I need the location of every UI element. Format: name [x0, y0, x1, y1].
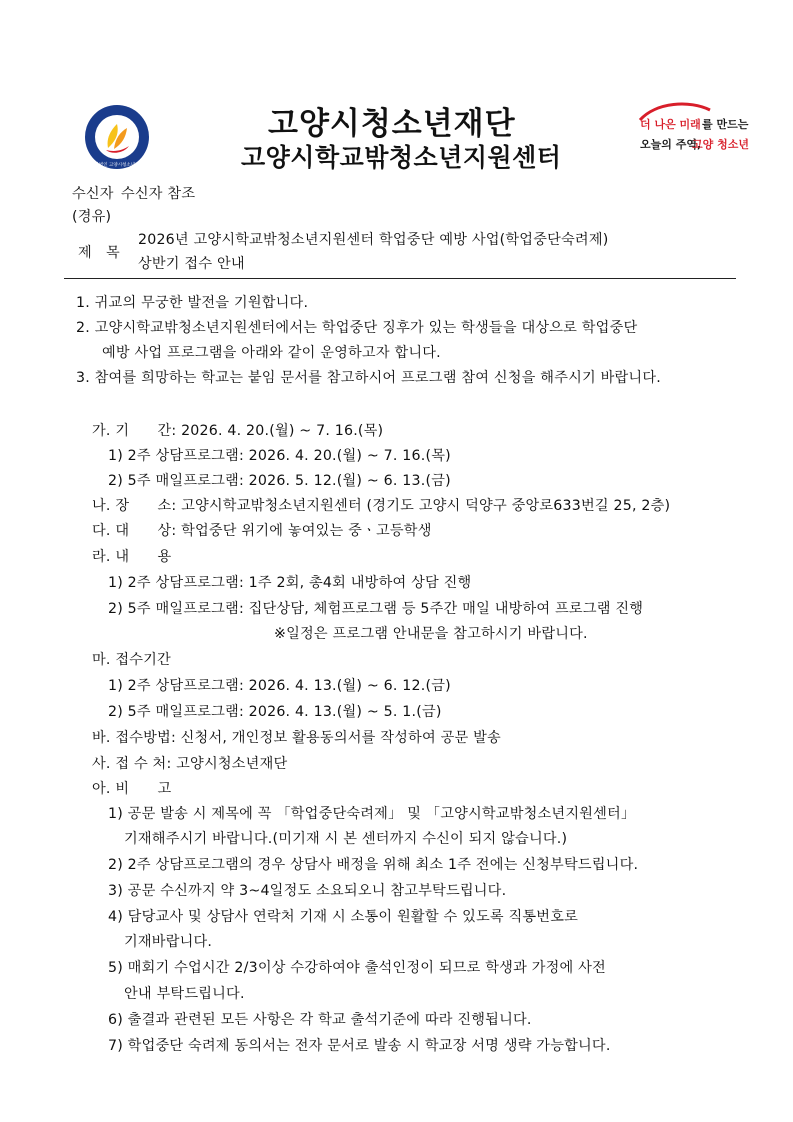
detail-content: 라. 내 용 — [92, 549, 172, 565]
detail-sub: 1) 2주 상담프로그램: 2026. 4. 20.(월) ~ 7. 16.(목) — [108, 448, 451, 464]
detail-remarks: 아. 비 고 — [92, 781, 172, 797]
detail-method: 바. 접수방법: 신청서, 개인정보 활용동의서를 작성하여 공문 발송 — [92, 730, 501, 746]
body-line: 2. 고양시학교밖청소년지원센터에서는 학업중단 징후가 있는 학생들을 대상으로 학업중단 — [76, 320, 638, 336]
svg-text:재단법인 고양시청소년재단: 재단법인 고양시청소년재단 — [90, 163, 144, 168]
organization-title: 고양시청소년재단 — [268, 106, 516, 142]
subject-line-1: 2026년 고양시학교밖청소년지원센터 학업중단 예방 사업(학업중단숙려제) — [138, 232, 609, 248]
center-title: 고양시학교밖청소년지원센터 — [241, 143, 562, 172]
foundation-logo — [84, 104, 150, 170]
body-line: 1. 귀교의 무궁한 발전을 기원합니다. — [76, 295, 309, 311]
remark-item: 7) 학업중단 숙려제 동의서는 전자 문서로 발송 시 학교장 서명 생략 가능합니다. — [108, 1038, 611, 1054]
remark-item: 5) 매회기 수업시간 2/3이상 수강하여야 출석인정이 되므로 학생과 가정에 사전 — [108, 960, 606, 976]
detail-receiver: 사. 접 수 처: 고양시청소년재단 — [92, 756, 288, 772]
divider — [64, 278, 736, 279]
detail-sub: 2) 5주 매일프로그램: 2026. 4. 13.(월) ~ 5. 1.(금) — [108, 704, 442, 720]
remark-item: 4) 담당교사 및 상담사 연락처 기재 시 소통이 원활할 수 있도록 직통번호로 — [108, 909, 579, 925]
detail-application-period: 마. 접수기간 — [92, 652, 171, 668]
remark-item-cont: 기재해주시기 바랍니다.(미기재 시 본 센터까지 수신이 되지 않습니다.) — [124, 831, 568, 847]
recipient-value: 수신자 참조 — [121, 186, 196, 202]
detail-sub: 1) 2주 상담프로그램: 1주 2회, 총4회 내방하여 상담 진행 — [108, 575, 472, 591]
subject-line-2: 상반기 접수 안내 — [138, 256, 245, 272]
detail-sub: 2) 5주 매일프로그램: 집단상담, 체험프로그램 등 5주간 매일 내방하여 프로그램 진행 — [108, 601, 644, 617]
remark-item: 1) 공문 발송 시 제목에 꼭 「학업중단숙려제」 및 「고양시학교밖청소년지원센터」 — [108, 806, 636, 822]
detail-sub: 1) 2주 상담프로그램: 2026. 4. 13.(월) ~ 6. 12.(금) — [108, 678, 451, 694]
body-line: 예방 사업 프로그램을 아래와 같이 운영하고자 합니다. — [102, 345, 441, 361]
recipient-label: 수신자 — [72, 186, 114, 202]
remark-item-cont: 기재바랍니다. — [124, 934, 213, 950]
remark-item: 2) 2주 상담프로그램의 경우 상담사 배정을 위해 최소 1주 전에는 신청부탁드립니다. — [108, 857, 639, 873]
remark-item: 3) 공문 수신까지 약 3~4일정도 소요되오니 참고부탁드립니다. — [108, 883, 507, 899]
body-line: 3. 참여를 희망하는 학교는 붙임 문서를 참고하시어 프로그램 참여 신청을 해주시기 바랍니다. — [76, 370, 661, 386]
detail-sub: 2) 5주 매일프로그램: 2026. 5. 12.(월) ~ 6. 13.(금) — [108, 473, 451, 489]
subject-label: 제 목 — [78, 245, 120, 261]
slogan-logo: 더 나은 미래 를 만드는 오늘의 주역, 고양 청소년 — [626, 100, 742, 162]
remark-item: 6) 출결과 관련된 모든 사항은 각 학교 출석기준에 따라 진행됩니다. — [108, 1012, 532, 1028]
detail-place: 나. 장 소: 고양시학교밖청소년지원센터 (경기도 고양시 덕양구 중앙로633번길 25, 2층) — [92, 498, 671, 514]
remark-item-cont: 안내 부탁드립니다. — [124, 986, 245, 1002]
detail-target: 다. 대 상: 학업중단 위기에 놓여있는 중ㆍ고등학생 — [92, 523, 432, 539]
detail-note: ※일정은 프로그램 안내문을 참고하시기 바랍니다. — [274, 626, 588, 642]
detail-period: 가. 기 간: 2026. 4. 20.(월) ~ 7. 16.(목) — [92, 423, 384, 439]
via-label: (경유) — [72, 209, 112, 225]
